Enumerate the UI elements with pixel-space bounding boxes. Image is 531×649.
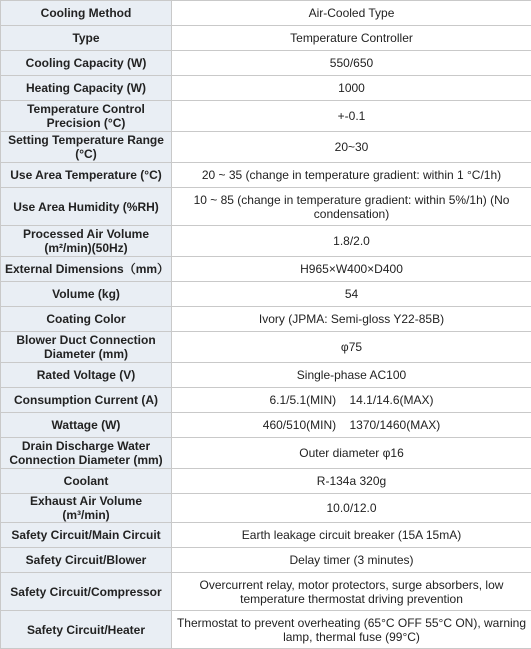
row-value: 1000	[172, 76, 531, 101]
row-value: Thermostat to prevent overheating (65°C OFF 55°C ON), warning lamp, thermal fuse (99°C)	[172, 611, 531, 649]
table-row	[1, 76, 531, 101]
row-value: 20~30	[172, 132, 531, 163]
table-row	[1, 282, 531, 307]
row-label: Exhaust Air Volume (m³/min)	[1, 494, 172, 523]
table-row	[1, 548, 531, 573]
row-value: Outer diameter φ16	[172, 438, 531, 469]
row-value: Air-Cooled Type	[172, 1, 531, 26]
table-row	[1, 188, 531, 226]
table-row	[1, 494, 531, 523]
table-row	[1, 388, 531, 413]
table-row	[1, 469, 531, 494]
table-row	[1, 438, 531, 469]
row-value: 550/650	[172, 51, 531, 76]
spec-table-body	[1, 1, 531, 649]
row-value: 10 ~ 85 (change in temperature gradient: within 5%/1h) (No condensation)	[172, 188, 531, 226]
table-row	[1, 226, 531, 257]
row-value: 54	[172, 282, 531, 307]
row-label: Rated Voltage (V)	[1, 363, 172, 388]
table-row	[1, 363, 531, 388]
row-value: Single-phase AC100	[172, 363, 531, 388]
row-value: 6.1/5.1(MIN) 14.1/14.6(MAX)	[172, 388, 531, 413]
row-value: +-0.1	[172, 101, 531, 132]
row-value: R-134a 320g	[172, 469, 531, 494]
table-row	[1, 257, 531, 282]
table-row	[1, 523, 531, 548]
row-label: Coating Color	[1, 307, 172, 332]
row-label: Safety Circuit/Compressor	[1, 573, 172, 611]
table-row	[1, 332, 531, 363]
row-label: Setting Temperature Range (°C)	[1, 132, 172, 163]
row-label: Use Area Humidity (%RH)	[1, 188, 172, 226]
table-row	[1, 573, 531, 611]
row-label: Drain Discharge Water Connection Diameter (mm)	[1, 438, 172, 469]
row-label: Processed Air Volume (m²/min)(50Hz)	[1, 226, 172, 257]
row-label: Blower Duct Connection Diameter (mm)	[1, 332, 172, 363]
table-row	[1, 163, 531, 188]
row-label: Cooling Method	[1, 1, 172, 26]
table-row	[1, 413, 531, 438]
row-label: Volume (kg)	[1, 282, 172, 307]
row-value: Overcurrent relay, motor protectors, surge absorbers, low temperature thermostat driving prevention	[172, 573, 531, 611]
row-value: Earth leakage circuit breaker (15A 15mA)	[172, 523, 531, 548]
row-value: φ75	[172, 332, 531, 363]
row-label: Safety Circuit/Blower	[1, 548, 172, 573]
row-label: Cooling Capacity (W)	[1, 51, 172, 76]
table-row	[1, 132, 531, 163]
row-value: Temperature Controller	[172, 26, 531, 51]
row-label: Consumption Current (A)	[1, 388, 172, 413]
row-label: External Dimensions（mm）	[1, 257, 172, 282]
row-label: Type	[1, 26, 172, 51]
table-row	[1, 307, 531, 332]
row-label: Temperature Control Precision (°C)	[1, 101, 172, 132]
row-label: Heating Capacity (W)	[1, 76, 172, 101]
row-label: Use Area Temperature (°C)	[1, 163, 172, 188]
row-label: Wattage (W)	[1, 413, 172, 438]
row-value: 460/510(MIN) 1370/1460(MAX)	[172, 413, 531, 438]
row-value: Ivory (JPMA: Semi-gloss Y22-85B)	[172, 307, 531, 332]
table-row	[1, 51, 531, 76]
table-row	[1, 611, 531, 649]
row-label: Safety Circuit/Heater	[1, 611, 172, 649]
row-value: H965×W400×D400	[172, 257, 531, 282]
row-value: 20 ~ 35 (change in temperature gradient: within 1 °C/1h)	[172, 163, 531, 188]
row-label: Coolant	[1, 469, 172, 494]
table-row	[1, 26, 531, 51]
row-value: 1.8/2.0	[172, 226, 531, 257]
table-row	[1, 101, 531, 132]
row-value: Delay timer (3 minutes)	[172, 548, 531, 573]
row-label: Safety Circuit/Main Circuit	[1, 523, 172, 548]
row-value: 10.0/12.0	[172, 494, 531, 523]
table-row	[1, 1, 531, 26]
